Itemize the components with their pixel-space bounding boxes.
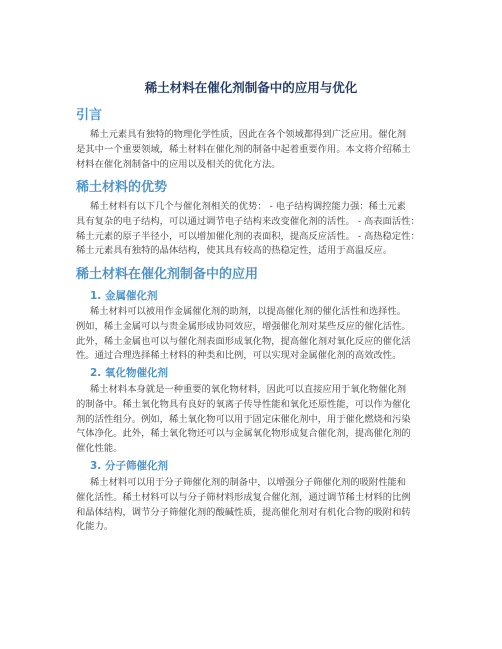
- subsection-heading-molecular-sieve-catalyst: 3. 分子筛催化剂: [90, 460, 168, 472]
- paragraph-line: 气体净化。此外，稀土氧化物还可以与金属氧化物形成复合催化剂，提高催化剂的: [76, 428, 411, 440]
- paragraph-line: 稀土材料可以用于分子筛催化剂的制备中，以增强分子筛催化剂的吸附性能和: [90, 477, 407, 488]
- paragraph-line: 材料在催化剂制备中的应用以及相关的优化方法。: [76, 158, 281, 170]
- section-heading-intro: 引言: [76, 108, 103, 123]
- oxide-catalyst-paragraph: [76, 383, 428, 457]
- paragraph-line: 例如，稀土金属可以与贵金属形成协同效应，增强催化剂对某些反应的催化活性。: [76, 320, 411, 332]
- paragraph-line: 催化性能。: [76, 443, 123, 455]
- subsection-heading-oxide-catalyst: 2. 氧化物催化剂: [90, 367, 168, 379]
- section-heading-applications: 稀土材料在催化剂制备中的应用: [76, 267, 259, 282]
- paragraph-line: 稀土材料有以下几个与催化剂相关的优势： - 电子结构调控能力强：稀土元素: [90, 201, 406, 212]
- subsection-heading-metal-catalyst: 1. 金属催化剂: [90, 290, 158, 302]
- paragraph-line: 稀土材料本身就是一种重要的氧化物材料，因此可以直接应用于氧化物催化剂: [90, 384, 407, 395]
- paragraph-line: 的制备中。稀土氧化物具有良好的氧离子传导性能和氧化还原性能，可以作为催化: [76, 398, 411, 410]
- molecular-sieve-paragraph: [76, 476, 428, 535]
- paragraph-line: 稀土元素具有独特的物理化学性质，因此在各个领域都得到广泛应用。催化剂: [90, 129, 407, 140]
- paragraph-line: 稀土材料可以被用作金属催化剂的助剂，以提高催化剂的催化活性和选择性。: [90, 306, 407, 317]
- paragraph-line: 稀土元素的原子半径小，可以增加催化剂的表面积，提高反应活性。 - 高热稳定性：: [76, 230, 420, 242]
- advantages-paragraph: [76, 200, 428, 259]
- metal-catalyst-paragraph: [76, 305, 428, 364]
- document-title: 稀土材料在催化剂制备中的应用与优化: [144, 80, 358, 95]
- paragraph-line: 性。通过合理选择稀土材料的种类和比例，可以实现对金属催化剂的高效改性。: [76, 350, 402, 362]
- paragraph-line: 催化活性。稀土材料可以与分子筛材料形成复合催化剂，通过调节稀土材料的比例: [76, 491, 411, 503]
- paragraph-line: 此外，稀土金属也可以与催化剂表面形成氧化物，提高催化剂对氧化反应的催化活: [76, 335, 411, 347]
- paragraph-line: 剂的活性组分。例如，稀土氧化物可以用于固定床催化剂中，用于催化燃烧和污染: [76, 413, 411, 425]
- intro-paragraph: [76, 128, 428, 172]
- paragraph-line: 稀土元素具有独特的晶体结构，使其具有较高的热稳定性，适用于高温反应。: [76, 245, 393, 257]
- paragraph-line: 和晶体结构，调节分子筛催化剂的酸碱性质，提高催化剂对有机化合物的吸附和转: [76, 506, 411, 518]
- section-heading-advantages: 稀土材料的优势: [76, 180, 168, 195]
- paragraph-line: 化能力。: [76, 521, 114, 533]
- paragraph-line: 是其中一个重要领域，稀土材料在催化剂的制备中起着重要作用。本文将介绍稀土: [76, 143, 411, 155]
- paragraph-line: 具有复杂的电子结构，可以通过调节电子结构来改变催化剂的活性。 - 高表面活性：: [76, 215, 420, 227]
